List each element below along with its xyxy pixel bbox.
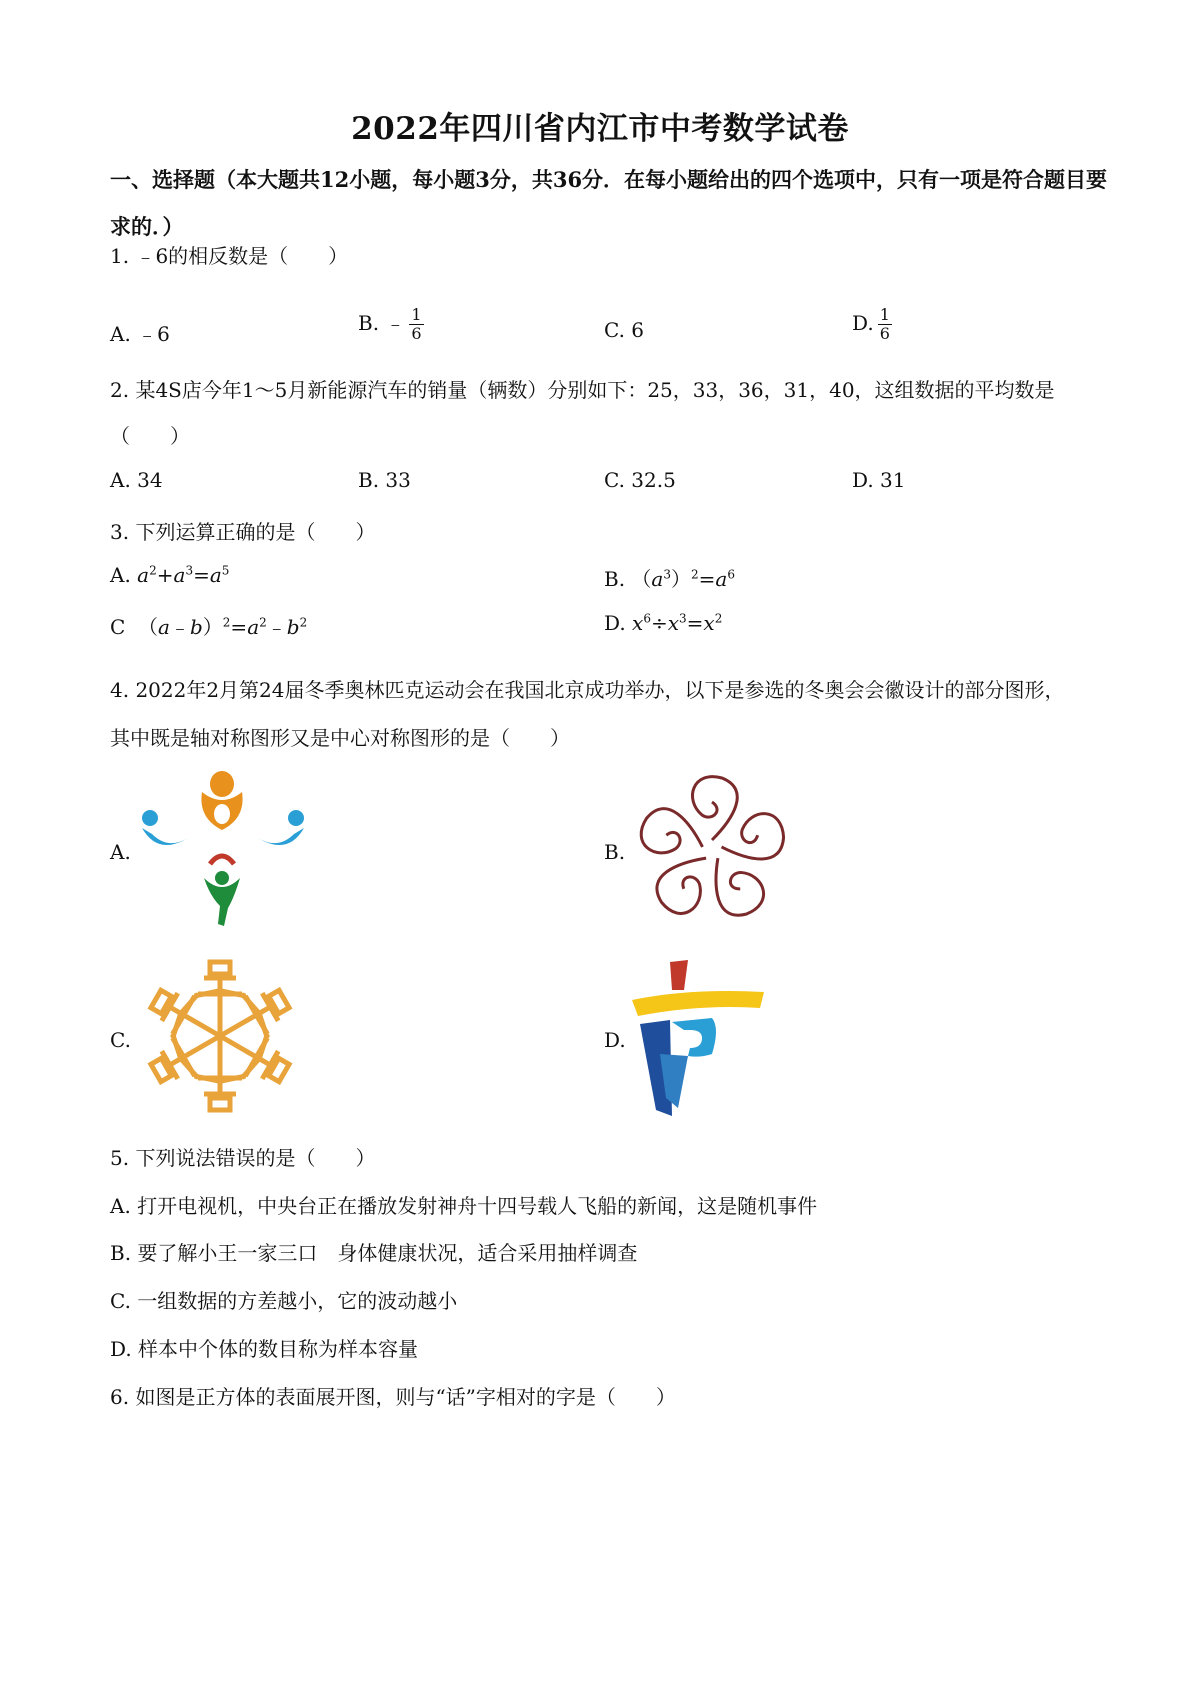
q5-option-b: B. 要了解小王一家三口 身体健康状况，适合采用抽样调查 bbox=[110, 1241, 638, 1265]
q2-option-a: A. 34 bbox=[110, 468, 163, 492]
q1-option-d bbox=[852, 306, 892, 343]
q3-stem: 3. 下列运算正确的是（ ） bbox=[110, 520, 376, 544]
q3-option-a-label: A. bbox=[110, 563, 131, 587]
q2-option-b: B. 33 bbox=[358, 468, 411, 492]
q3-option-b-label: B. bbox=[604, 567, 626, 591]
q1-option-a: A. ﹣6 bbox=[110, 322, 170, 346]
q4-option-a-label: A. bbox=[110, 840, 131, 864]
q1-option-c: C. 6 bbox=[604, 318, 645, 342]
q4-option-d-label: D. bbox=[604, 1028, 626, 1052]
q1-d-denominator: 6 bbox=[879, 324, 890, 343]
q2-paren: （ ） bbox=[110, 424, 190, 448]
q3-option-b: B. $(a^3)^2=a^6$ bbox=[604, 567, 735, 591]
q1-option-b-prefix: B. ﹣ bbox=[358, 311, 406, 335]
q1-option-d-prefix: D. bbox=[852, 311, 874, 335]
q3-option-c: C $(a﹣b)^2=a^2﹣b^2$ bbox=[110, 615, 308, 639]
q4-option-b-label: B. bbox=[604, 840, 626, 864]
q4-stem-line1: 4. 2022年2月第24届冬季奥林匹克运动会在我国北京成功举办，以下是参选的冬奥会会徽设计的部分图形， bbox=[110, 678, 1065, 702]
q5-option-a: A. 打开电视机，中央台正在播放发射神舟十四号载人飞船的新闻，这是随机事件 bbox=[110, 1194, 818, 1218]
q4-stem-line2: 其中既是轴对称图形又是中心对称图形的是（ ） bbox=[110, 726, 570, 750]
q6-stem: 6. 如图是正方体的表面展开图，则与“话”字相对的字是（ ） bbox=[110, 1385, 676, 1409]
q1-d-numerator: 1 bbox=[879, 305, 890, 324]
q3-option-a: A. $a^2+a^3=a^5$ bbox=[110, 563, 230, 587]
section-heading: 一、选择题（本大题共12小题，每小题3分，共36分．在每小题给出的四个选项中，只有一项是符合题目要求的．） bbox=[110, 167, 1108, 239]
q3-option-d: D. $x^6\div x^3=x^2$ bbox=[604, 611, 723, 635]
page-title: 2022年四川省内江市中考数学试卷 bbox=[351, 111, 849, 147]
q5-option-c: C. 一组数据的方差越小，它的波动越小 bbox=[110, 1289, 458, 1313]
q1-b-denominator: 6 bbox=[411, 324, 422, 343]
q4-option-c-label: C. bbox=[110, 1028, 131, 1052]
q2-stem: 2. 某4S店今年1～5月新能源汽车的销量（辆数）分别如下：25，33，36，31，40，这组数据的平均数是 bbox=[110, 378, 1055, 402]
q4-emblem-d-figure bbox=[630, 958, 770, 1118]
q3-option-d-label: D. bbox=[604, 611, 626, 635]
q5-stem: 5. 下列说法错误的是（ ） bbox=[110, 1146, 376, 1170]
q1-option-b-fraction bbox=[409, 306, 423, 343]
q4-emblem-b-figure bbox=[632, 770, 792, 930]
q3-option-c-label: C bbox=[110, 615, 126, 639]
q1-option-d-fraction bbox=[878, 306, 892, 343]
q4-emblem-a-figure bbox=[138, 768, 308, 930]
q2-option-d: D. 31 bbox=[852, 468, 906, 492]
q2-option-c: C. 32.5 bbox=[604, 468, 676, 492]
q1-b-numerator: 1 bbox=[411, 305, 422, 324]
q4-emblem-c-figure bbox=[140, 958, 300, 1114]
q5-option-d: D. 样本中个体的数目称为样本容量 bbox=[110, 1337, 419, 1361]
q1-option-b bbox=[358, 306, 424, 343]
q1-stem: 1. ﹣6的相反数是（ ） bbox=[110, 244, 349, 268]
